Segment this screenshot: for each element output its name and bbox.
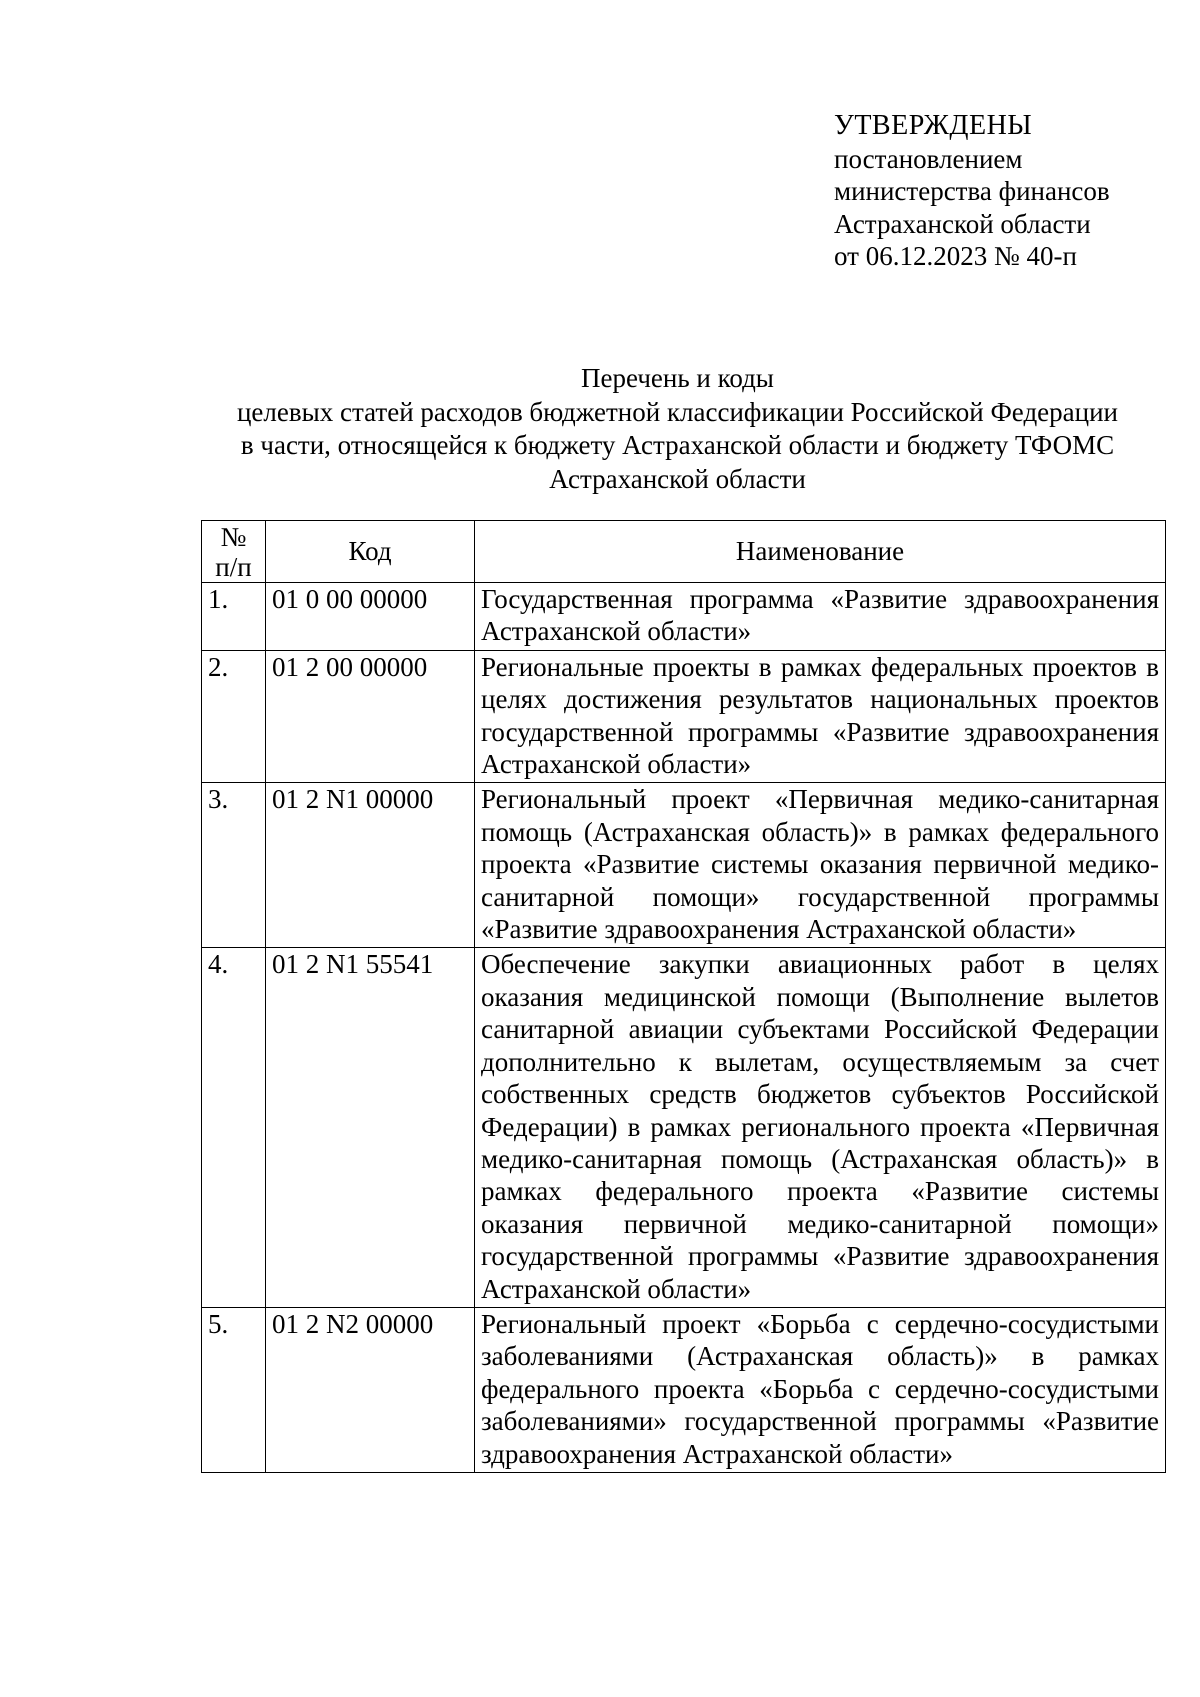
approval-line: министерства финансов [834,176,1110,206]
header-number [202,521,266,583]
title-line: целевых статей расходов бюджетной классификации Российской Федерации [236,396,1118,427]
row-name: Региональный проект «Первичная медико-санитарная помощь (Астраханская область)» в рамках федерального проекта «Развитие системы оказания первичной медико-санитарной помощи» государственной программы «Развитие здравоохранения Астраханской области» [475,783,1166,948]
approval-line: Астраханской области [834,208,1091,239]
approval-date-line: от 06.12.2023 № 40-п [834,241,1077,271]
header-name: Наименование [475,521,1166,583]
document-title [200,362,1155,496]
approval-heading: УТВЕРЖДЕНЫ [834,110,1033,141]
header-number-sign: № [220,521,247,552]
row-code: 01 2 N1 00000 [266,783,475,948]
row-code: 01 0 00 00000 [266,583,475,651]
title-line: Перечень и коды [581,363,774,393]
table-row [202,948,1166,1307]
row-number: 1. [202,583,266,651]
table-row [202,583,1166,651]
title-line: Астраханской области [549,463,806,494]
row-number: 5. [202,1307,266,1472]
row-code: 01 2 00 00000 [266,650,475,783]
row-code: 01 2 N1 55541 [266,948,475,1307]
table-row [202,1307,1166,1472]
approval-stamp [834,110,1110,273]
row-name: Обеспечение закупки авиационных работ в целях оказания медицинской помощи (Выполнение вылетов санитарной авиации субъектами Российской Федерации дополнительно к вылетам, осуществляемым за счет собственных средств бюджетов субъектов Российской Федерации) в рамках регионального проекта «Первичная медико-санитарная помощь (Астраханская область)» в рамках федерального проекта «Развитие системы оказания первичной медико-санитарной помощи» государственной программы «Развитие здравоохранения Астраханской области» [475,948,1166,1307]
row-name: Государственная программа «Развитие здравоохранения Астраханской области» [475,583,1166,651]
table-header-row [202,521,1166,583]
table-row [202,650,1166,783]
codes-table [201,520,1166,1473]
row-number: 2. [202,650,266,783]
row-code: 01 2 N2 00000 [266,1307,475,1472]
approval-line: постановлением [834,143,1023,174]
row-name: Региональный проект «Борьба с сердечно-сосудистыми заболеваниями (Астраханская область)» в рамках федерального проекта «Борьба с сердечно-сосудистыми заболеваниями» государственной программы «Развитие здравоохранения Астраханской области» [475,1307,1166,1472]
row-name: Региональные проекты в рамках федеральных проектов в целях достижения результатов национальных проектов государственной программы «Развитие здравоохранения Астраханской области» [475,650,1166,783]
title-line: в части, относящейся к бюджету Астраханской области и бюджету ТФОМС [240,430,1115,460]
row-number: 4. [202,948,266,1307]
header-code: Код [266,521,475,583]
header-number-abbr: п/п [215,551,252,582]
table-row [202,783,1166,948]
row-number: 3. [202,783,266,948]
